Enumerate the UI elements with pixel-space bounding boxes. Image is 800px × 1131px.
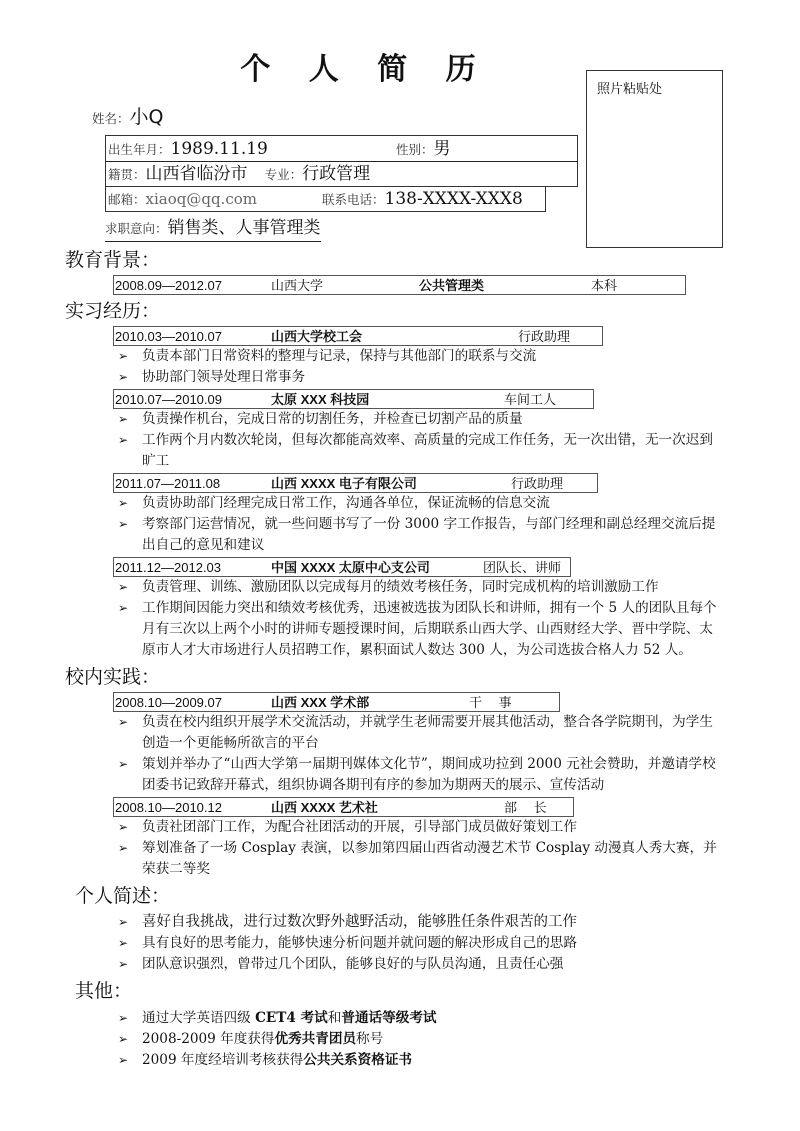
entry-role: 本科 — [591, 278, 618, 293]
entry-date: 2011.07—2011.08 — [115, 476, 221, 491]
bullet-text: 工作期间因能力突出和绩效考核优秀，迅速被选拔为团队长和讲师，拥有一个 5 人的团队且每个月有三次以上两个小时的讲师专题授课时间，后期联系山西大学、山西财经大学、晋中学院、太原市人才大市场进行人员招聘工作，累积面试人数达 300 人，为公司选拔合格人力 52 人。 — [142, 600, 717, 658]
bullet-item — [118, 1008, 718, 1029]
entry-date: 2008.10—2009.07 — [115, 695, 222, 710]
arrow-bullet-icon: ➢ — [118, 1011, 129, 1025]
bullet-item — [118, 346, 718, 367]
arrow-bullet-icon: ➢ — [118, 1053, 129, 1067]
arrow-bullet-icon: ➢ — [118, 915, 129, 929]
arrow-bullet-icon: ➢ — [118, 433, 129, 447]
entry-date: 2010.07—2010.09 — [115, 392, 222, 407]
bullet-text: 负责本部门日常资料的整理与记录，保持与其他部门的联系与交流 — [142, 348, 537, 364]
bullet-text: 工作两个月内数次轮岗，但每次都能高效率、高质量的完成工作任务，无一次出错，无一次迟到旷工 — [142, 432, 713, 469]
bullet-item — [118, 493, 718, 514]
entry-role: 行政助理 — [518, 329, 571, 344]
bullet-text: 喜好自我挑战，进行过数次野外越野活动，能够胜任条件艰苦的工作 — [142, 914, 577, 930]
birth-row — [106, 136, 577, 162]
section-0 — [0, 247, 800, 295]
arrow-bullet-icon: ➢ — [118, 580, 129, 594]
major-value: 行政管理 — [302, 164, 371, 184]
info-box-1 — [105, 135, 578, 187]
bullet-text: 负责操作机台，完成日常的切割任务，并检查已切割产品的质量 — [142, 411, 523, 427]
arrow-bullet-icon: ➢ — [118, 1032, 129, 1046]
birth-value: 1989.11.19 — [170, 139, 268, 159]
arrow-bullet-icon: ➢ — [118, 936, 129, 950]
bullet-text: 筹划准备了一场 Cosplay 表演，以参加第四届山西省动漫艺术节 Cosplay 动漫真人秀大赛，并荣获二等奖 — [142, 840, 717, 877]
native-value: 山西省临汾市 — [145, 164, 248, 184]
bullet-item — [118, 933, 718, 954]
section-heading: 校内实践： — [65, 666, 161, 688]
section-heading: 其他： — [75, 980, 133, 1002]
bullet-item — [118, 430, 718, 472]
resume-title: 个 人 简 历 — [240, 52, 490, 87]
entry-role: 行政助理 — [511, 476, 564, 491]
name-label: 姓名： — [92, 111, 130, 126]
arrow-bullet-icon: ➢ — [118, 957, 129, 971]
bullet-item — [118, 1050, 718, 1071]
entry-major: 公共管理类 — [419, 278, 485, 293]
entry-header-box — [113, 473, 598, 493]
entry-org: 山西 XXXX 电子有限公司 — [271, 476, 417, 491]
name-field — [92, 102, 163, 129]
bullet-item — [118, 409, 718, 430]
bullet-text: 负责管理、训练、激励团队以完成每月的绩效考核任务，同时完成机构的培训激励工作 — [142, 579, 659, 595]
photo-placeholder — [586, 70, 723, 248]
bullet-text: 公共关系资格证书 — [303, 1052, 413, 1068]
arrow-bullet-icon: ➢ — [118, 841, 129, 855]
email-value: xiaoq@qq.com — [145, 190, 257, 208]
bullet-item — [118, 754, 718, 796]
section-heading: 个人简述： — [75, 885, 171, 907]
birth-label: 出生年月： — [108, 142, 171, 157]
job-intent — [105, 215, 321, 242]
bullet-item — [118, 577, 718, 598]
bullet-text: CET4 考试 — [255, 1010, 328, 1026]
entry-school: 山西大学 — [271, 278, 324, 293]
entry-date: 2008.10—2010.12 — [115, 800, 222, 815]
photo-label: 照片粘贴处 — [597, 82, 663, 97]
bullet-text: 团队意识强烈，曾带过几个团队，能够良好的与队员沟通，且责任心强 — [142, 956, 564, 972]
bullet-text: 2009 年度经培训考核获得 — [142, 1052, 304, 1068]
bullet-text: 普通话等级考试 — [341, 1010, 437, 1026]
contact-row — [106, 187, 545, 212]
section-heading: 实习经历： — [65, 300, 161, 322]
arrow-bullet-icon: ➢ — [118, 412, 129, 426]
name-value: 小Q — [129, 106, 164, 128]
entry-header-box — [113, 557, 571, 577]
entry-header-box — [113, 797, 574, 817]
entry-role: 车间工人 — [504, 392, 557, 407]
major-label: 专业： — [264, 167, 303, 182]
entry-date: 2011.12—2012.03 — [115, 560, 222, 575]
bullet-item — [118, 912, 718, 933]
entry-header-box — [113, 275, 686, 295]
bullet-text: 负责社团部门工作，为配合社团活动的开展，引导部门成员做好策划工作 — [142, 819, 577, 835]
bullet-text: 负责协助部门经理完成日常工作，沟通各单位，保证流畅的信息交流 — [142, 495, 550, 511]
resume-body — [0, 247, 800, 1071]
arrow-bullet-icon: ➢ — [118, 820, 129, 834]
section-heading: 教育背景： — [65, 249, 161, 271]
info-box-2 — [105, 186, 546, 212]
bullet-item — [118, 954, 718, 975]
native-row — [106, 161, 577, 186]
entry-date: 2008.09—2012.07 — [115, 278, 222, 293]
bullet-text: 称号 — [356, 1031, 384, 1047]
section-3 — [0, 883, 800, 975]
entry-org: 中国 XXXX 太原中心支公司 — [271, 560, 430, 575]
entry-org: 山西大学校工会 — [271, 329, 363, 344]
entry-header-box — [113, 389, 594, 409]
arrow-bullet-icon: ➢ — [118, 349, 129, 363]
section-4 — [0, 978, 800, 1071]
arrow-bullet-icon: ➢ — [118, 517, 129, 531]
entry-header-box — [113, 326, 603, 346]
bullet-text: 策划并举办了“山西大学第一届期刊媒体文化节”，期间成功拉到 2000 元社会赞助，并邀请学校团委书记致辞开幕式，组织协调各期刊有序的参加为期两天的展示、宣传活动 — [142, 756, 716, 793]
bullet-item — [118, 838, 718, 880]
section-2 — [0, 664, 800, 880]
bullet-item — [118, 367, 718, 388]
phone-value: 138-XXXX-XXX8 — [384, 189, 523, 209]
intent-label: 求职意向： — [105, 221, 168, 236]
entry-org: 山西 XXX 学术部 — [271, 695, 370, 710]
phone-label: 联系电话： — [322, 192, 385, 207]
bullet-text: 具有良好的思考能力，能够快速分析问题并就问题的解决形成自己的思路 — [142, 935, 577, 951]
entry-header-box — [113, 692, 560, 712]
intent-value: 销售类、人事管理类 — [167, 218, 321, 238]
arrow-bullet-icon: ➢ — [118, 370, 129, 384]
bullet-item — [118, 817, 718, 838]
entry-role: 干 事 — [469, 695, 512, 710]
arrow-bullet-icon: ➢ — [118, 715, 129, 729]
bullet-text: 优秀共青团员 — [274, 1031, 357, 1047]
bullet-text: 通过大学英语四级 — [142, 1010, 256, 1026]
entry-role: 团队长、讲师 — [483, 560, 562, 575]
bullet-text: 协助部门领导处理日常事务 — [142, 369, 306, 385]
entry-org: 太原 XXX 科技园 — [271, 392, 370, 407]
entry-date: 2010.03—2010.07 — [115, 329, 222, 344]
bullet-item — [118, 514, 718, 556]
entry-org: 山西 XXXX 艺术社 — [271, 800, 378, 815]
arrow-bullet-icon: ➢ — [118, 757, 129, 771]
bullet-item — [118, 598, 718, 661]
bullet-text: 考察部门运营情况，就一些问题书写了一份 3000 字工作报告，与部门经理和副总经理交流后提出自己的意见和建议 — [142, 516, 716, 553]
entry-role: 部 长 — [504, 800, 547, 815]
bullet-text: 2008-2009 年度获得 — [142, 1031, 275, 1047]
native-label: 籍贯： — [108, 167, 146, 182]
gender-label: 性别： — [396, 142, 434, 157]
arrow-bullet-icon: ➢ — [118, 496, 129, 510]
gender-value: 男 — [433, 139, 451, 159]
arrow-bullet-icon: ➢ — [118, 601, 129, 615]
bullet-text: 和 — [327, 1010, 342, 1026]
section-1 — [0, 298, 800, 661]
bullet-item — [118, 1029, 718, 1050]
bullet-text: 负责在校内组织开展学术交流活动，并就学生老师需要开展其他活动，整合各学院期刊，为学生创造一个更能畅所欲言的平台 — [142, 714, 713, 751]
email-label: 邮箱： — [108, 192, 146, 207]
bullet-item — [118, 712, 718, 754]
